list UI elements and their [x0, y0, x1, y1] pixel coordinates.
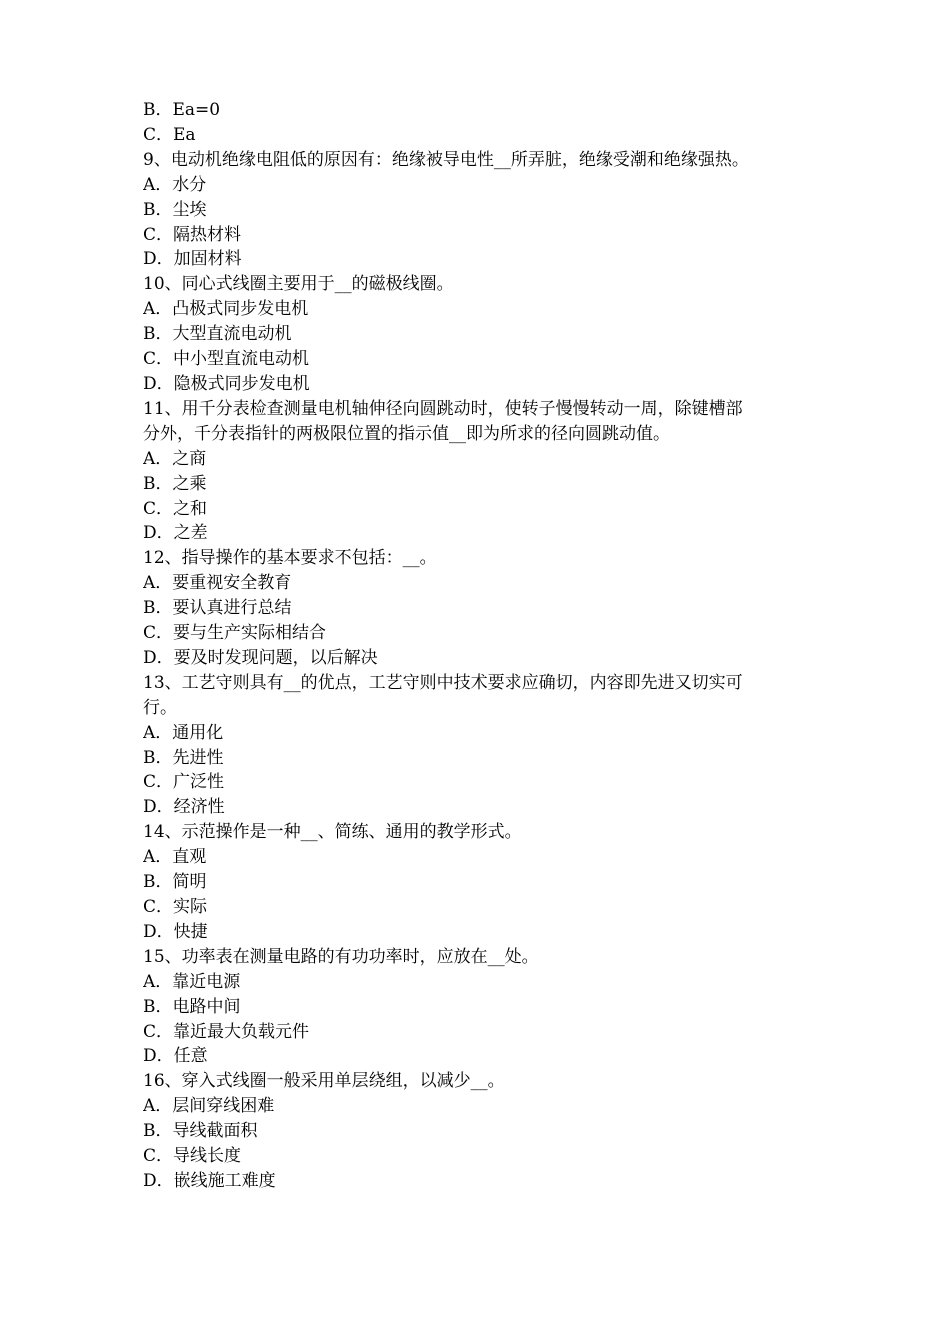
question-16-option-b: B．导线截面积 — [143, 1121, 258, 1142]
question-15-option-b: B．电路中间 — [143, 996, 241, 1017]
question-12-text: 12、指导操作的基本要求不包括：__。 — [143, 548, 437, 569]
question-16-option-c: C．导线长度 — [143, 1146, 242, 1167]
question-15-option-a: A．靠近电源 — [143, 971, 241, 992]
question-9-option-b: B．尘埃 — [143, 199, 207, 220]
question-16-option-a: A．层间穿线困难 — [143, 1096, 275, 1117]
question-13-option-d: D．经济性 — [143, 797, 225, 818]
question-15-text: 15、功率表在测量电路的有功功率时，应放在__处。 — [143, 946, 539, 967]
question-13-option-a: A．通用化 — [143, 722, 224, 743]
question-11-option-c: C．之和 — [143, 498, 208, 519]
question-12-option-d: D．要及时发现问题，以后解决 — [143, 647, 378, 668]
question-11-option-d: D．之差 — [143, 523, 208, 544]
question-13-text-line-1: 13、工艺守则具有__的优点，工艺守则中技术要求应确切，内容即先进又切实可 — [143, 672, 743, 693]
question-11-option-b: B．之乘 — [143, 473, 207, 494]
question-11-text-line-2: 分外，千分表指针的两极限位置的指示值__即为所求的径向圆跳动值。 — [143, 423, 670, 444]
question-9-option-d: D．加固材料 — [143, 249, 242, 270]
question-12-option-b: B．要认真进行总结 — [143, 598, 292, 619]
question-14-option-c: C．实际 — [143, 897, 208, 917]
question-9-text: 9、电动机绝缘电阻低的原因有：绝缘被导电性__所弄脏，绝缘受潮和绝缘强热。 — [143, 149, 749, 170]
question-10-option-d: D．隐极式同步发电机 — [143, 373, 310, 394]
question-11-text-line-1: 11、用千分表检查测量电机轴伸径向圆跳动时，使转子慢慢转动一周，除键槽部 — [143, 398, 743, 419]
question-10-option-c: C．中小型直流电动机 — [143, 349, 310, 370]
question-9-option-a: A．水分 — [143, 174, 207, 195]
option-c-line: C．Ea — [143, 124, 196, 145]
question-16-text: 16、穿入式线圈一般采用单层绕组，以减少__。 — [143, 1071, 505, 1092]
question-13-option-c: C．广泛性 — [143, 772, 225, 793]
question-13-text-line-2: 行。 — [143, 697, 177, 718]
question-15-option-c: C．靠近最大负载元件 — [143, 1021, 310, 1042]
question-11-option-a: A．之商 — [143, 448, 207, 469]
question-14-option-d: D．快捷 — [143, 921, 208, 942]
question-text-body — [143, 98, 813, 1194]
question-12-option-a: A．要重视安全教育 — [143, 573, 292, 594]
option-b-line: B．Ea=0 — [143, 100, 221, 120]
question-13-option-b: B．先进性 — [143, 747, 224, 768]
question-14-text: 14、示范操作是一种__、简练、通用的教学形式。 — [143, 822, 522, 843]
question-10-text: 10、同心式线圈主要用于__的磁极线圈。 — [143, 274, 454, 295]
question-10-option-b: B．大型直流电动机 — [143, 324, 292, 345]
question-14-option-a: A．直观 — [143, 847, 207, 868]
question-14-option-b: B．简明 — [143, 872, 207, 893]
question-10-option-a: A．凸极式同步发电机 — [143, 299, 309, 320]
question-12-option-c: C．要与生产实际相结合 — [143, 623, 327, 644]
question-15-option-d: D．任意 — [143, 1046, 208, 1067]
question-16-option-d: D．嵌线施工难度 — [143, 1170, 276, 1191]
question-9-option-c: C．隔热材料 — [143, 224, 242, 245]
